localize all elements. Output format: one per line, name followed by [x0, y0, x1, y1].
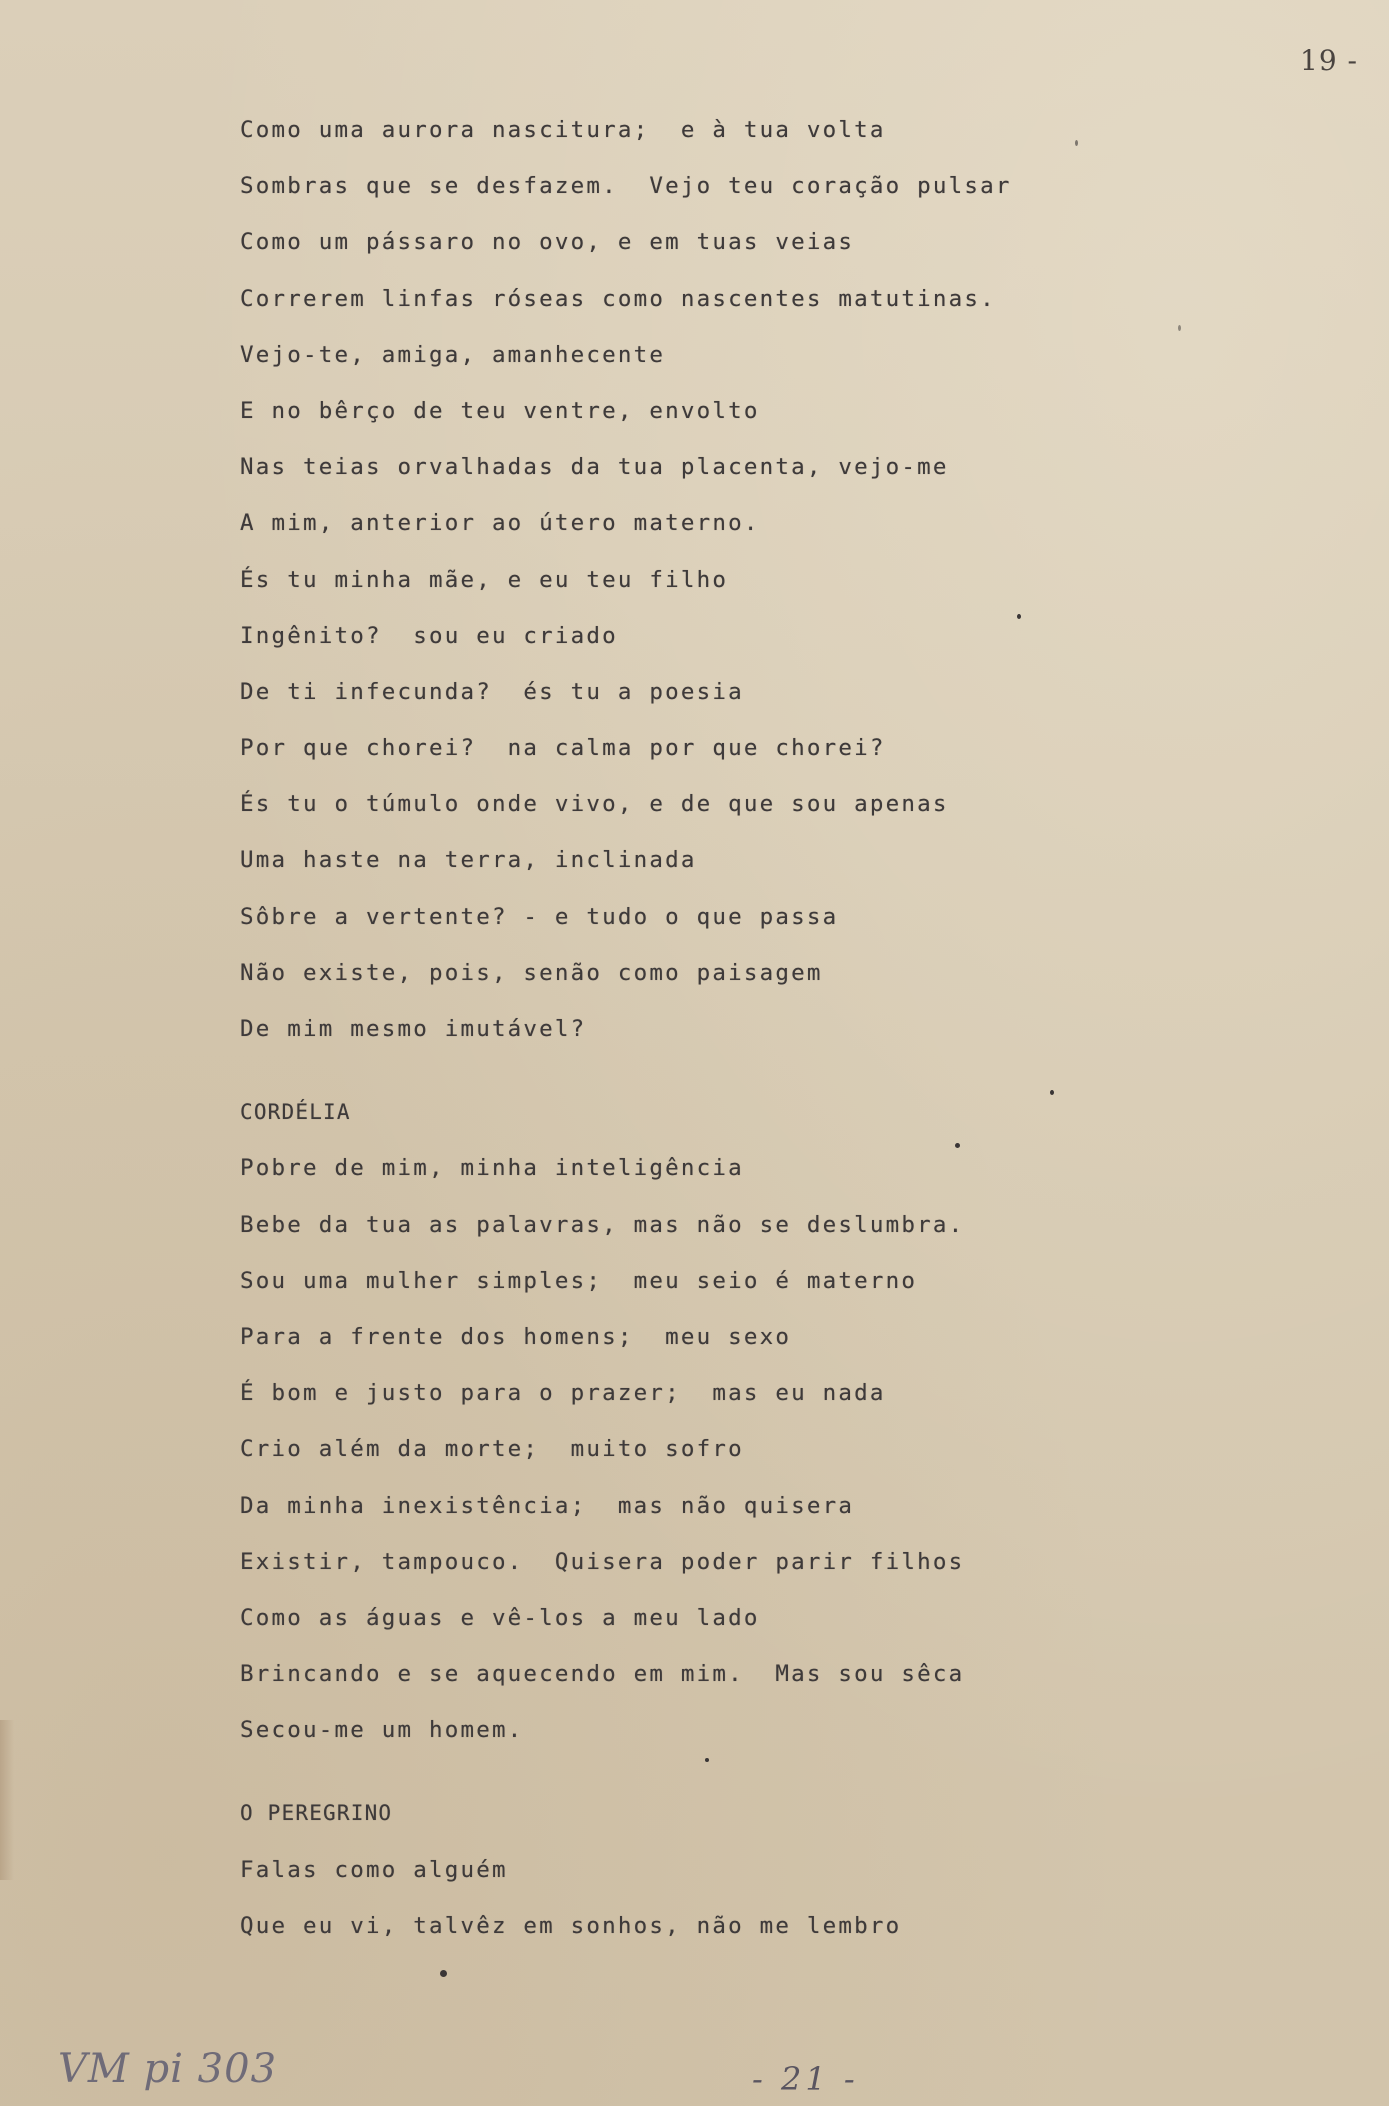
verse-line: Pobre de mim, minha inteligência [240, 1155, 744, 1182]
stanza-gap [240, 1758, 1240, 1785]
page-number: 19 - [1300, 44, 1358, 77]
archive-code: VM pi 303 [58, 2046, 278, 2092]
verse-line: Sombras que se desfazem. Vejo teu coração pulsar [240, 173, 1012, 200]
verse-line: Brincando e se aquecendo em mim. Mas sou sêca [240, 1661, 965, 1688]
verse-line: É bom e justo para o prazer; mas eu nada [240, 1380, 886, 1407]
verse-line: Como as águas e vê-los a meu lado [240, 1604, 760, 1631]
folio-number: - 21 - [752, 2060, 859, 2098]
ink-speck [1017, 614, 1021, 619]
ink-speck [705, 1758, 709, 1762]
ink-speck [1178, 325, 1181, 331]
verse-line: Como um pássaro no ovo, e em tuas veias [240, 229, 855, 256]
speaker-name: O PEREGRINO [240, 1801, 393, 1826]
ink-speck [440, 1970, 447, 1977]
verse-line: Que eu vi, talvêz em sonhos, não me lembro [240, 1912, 902, 1939]
verse-line: Uma haste na terra, inclinada [240, 847, 697, 874]
verse-line: Por que chorei? na calma por que chorei? [240, 735, 886, 762]
verse-line: Vejo-te, amiga, amanhecente [240, 341, 666, 368]
verse-line: A mim, anterior ao útero materno. [240, 510, 760, 537]
verse-line: Da minha inexistência; mas não quisera [240, 1492, 855, 1519]
verse-line: Correrem linfas róseas como nascentes matutinas. [240, 285, 996, 312]
verse-line: Não existe, pois, senão como paisagem [240, 959, 823, 986]
verse-line: E no bêrço de teu ventre, envolto [240, 397, 760, 424]
verse-line: Existir, tampouco. Quisera poder parir filhos [240, 1548, 965, 1575]
verse-line: Secou-me um homem. [240, 1717, 524, 1744]
ink-speck [955, 1143, 960, 1148]
ink-speck [1075, 140, 1078, 146]
verse-line: De ti infecunda? és tu a poesia [240, 678, 744, 705]
verse-line: Crio além da morte; muito sofro [240, 1436, 744, 1463]
ink-speck [1050, 1090, 1054, 1095]
speaker-name: CORDÉLIA [240, 1100, 351, 1125]
verse-line: Como uma aurora nascitura; e à tua volta [240, 117, 886, 143]
verse-line: És tu o túmulo onde vivo, e de que sou apenas [240, 791, 949, 818]
verse-line: Para a frente dos homens; meu sexo [240, 1323, 792, 1350]
verse-line: Nas teias orvalhadas da tua placenta, vejo-me [240, 454, 949, 481]
verse-line: Bebe da tua as palavras, mas não se deslumbra. [240, 1211, 965, 1238]
verse-line: De mim mesmo imutável? [240, 1016, 587, 1042]
poem-text [240, 102, 1240, 1954]
verse-line: Sôbre a vertente? - e tudo o que passa [240, 903, 839, 930]
verse-line: Falas como alguém [240, 1856, 508, 1883]
verse-line: Sou uma mulher simples; meu seio é materno [240, 1267, 918, 1294]
verse-line: Ingênito? sou eu criado [240, 622, 618, 649]
stanza-gap [240, 1057, 1240, 1084]
verse-line: És tu minha mãe, e eu teu filho [240, 566, 729, 593]
edge-stain [0, 1720, 14, 1880]
